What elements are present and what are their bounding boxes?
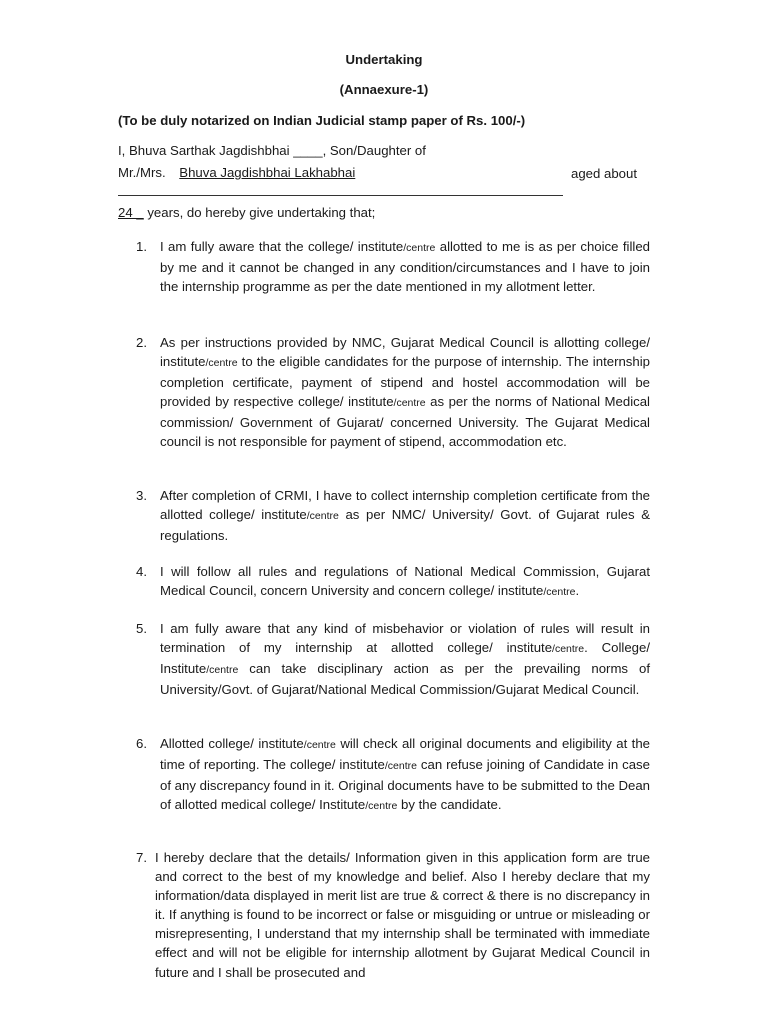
list-item <box>118 562 650 602</box>
item-text: I am fully aware that any kind of misbehavior or violation of rules will result in termination of my internship at allotted college/ institute/centre. College/ Institute/centre can take disciplinary action as per the prevailing norms of University/Govt. of Gujarat/National Medical Commission/Gujarat Medical Council. <box>160 621 650 698</box>
parent-name: Bhuva Jagdishbhai Lakhabhai <box>179 165 356 180</box>
declarant-line <box>118 141 426 160</box>
notarization-instruction: (To be duly notarized on Indian Judicial stamp paper of Rs. 100/-) <box>118 113 526 128</box>
item-number: 1. <box>136 239 147 254</box>
list-item <box>118 333 650 452</box>
aged-about-label: aged about <box>571 166 638 181</box>
fill-line-divider <box>118 195 563 196</box>
list-item <box>118 619 650 699</box>
annexure-label: (Annaexure-1) <box>339 82 429 97</box>
age-line <box>118 203 375 222</box>
item-text: I will follow all rules and regulations of National Medical Commission, Gujarat Medical Council, concern University and concern college/ institute/centre. <box>160 564 650 599</box>
item-text: I hereby declare that the details/ Information given in this application form are true and correct to the best of my knowledge and belief. Also I hereby declare that my information/data displayed in merit list are true & correct & there is no discrepancy in it. If anything is found to be incorrect or false or misguiding or untrue or misleading or misrepresenting, I understand that my internship shall be terminated with immediate effect and will not be eligible for internship allotment by Gujarat Medical Council in future and I shall be prosecuted and <box>155 850 650 980</box>
declarant-name: I, Bhuva Sarthak Jagdishbhai <box>118 143 294 158</box>
list-item <box>118 237 650 296</box>
item-number: 3. <box>136 488 147 503</box>
item-text: I am fully aware that the college/ institute/centre allotted to me is as per choice filled by me and it cannot be changed in any condition/circumstances and I have to join the internship programme as per the date mentioned in my allotment letter. <box>160 239 650 295</box>
parent-line <box>118 163 355 182</box>
list-item <box>118 486 650 545</box>
item-number: 6. <box>136 736 147 751</box>
age-value: 24 _ <box>118 205 144 220</box>
document-title: Undertaking <box>345 52 423 67</box>
relation-text: , Son/Daughter of <box>322 143 426 158</box>
parent-prefix: Mr./Mrs. <box>118 165 166 180</box>
item-text: As per instructions provided by NMC, Gujarat Medical Council is allotting college/ institute/centre to the eligible candidates for the purpose of internship. The internship completion certificate, payment of stipend and hostel accommodation will be provided by respective college/ institute/centre as per the norms of National Medical commission/ Government of Gujarat/ concerned University. The Gujarat Medical council is not responsible for payment of stipend, accommodation etc. <box>160 335 650 450</box>
item-number: 2. <box>136 335 147 350</box>
item-number: 4. <box>136 564 147 579</box>
list-item <box>118 734 650 816</box>
item-text: After completion of CRMI, I have to collect internship completion certificate from the allotted college/ institute/centre as per NMC/ University/ Govt. of Gujarat rules & regulations. <box>160 488 650 544</box>
item-text: Allotted college/ institute/centre will check all original documents and eligibility at the time of reporting. The college/ institute/centre can refuse joining of Candidate in case of any discrepancy found in it. Original documents have to be submitted to the Dean of allotted medical college/ Institute/centre by the candidate. <box>160 736 651 813</box>
item-number: 5. <box>136 621 147 636</box>
blank-field: ____ <box>293 143 323 158</box>
age-suffix: years, do hereby give undertaking that; <box>143 205 376 220</box>
list-item <box>118 848 650 982</box>
item-number: 7. <box>136 850 147 865</box>
